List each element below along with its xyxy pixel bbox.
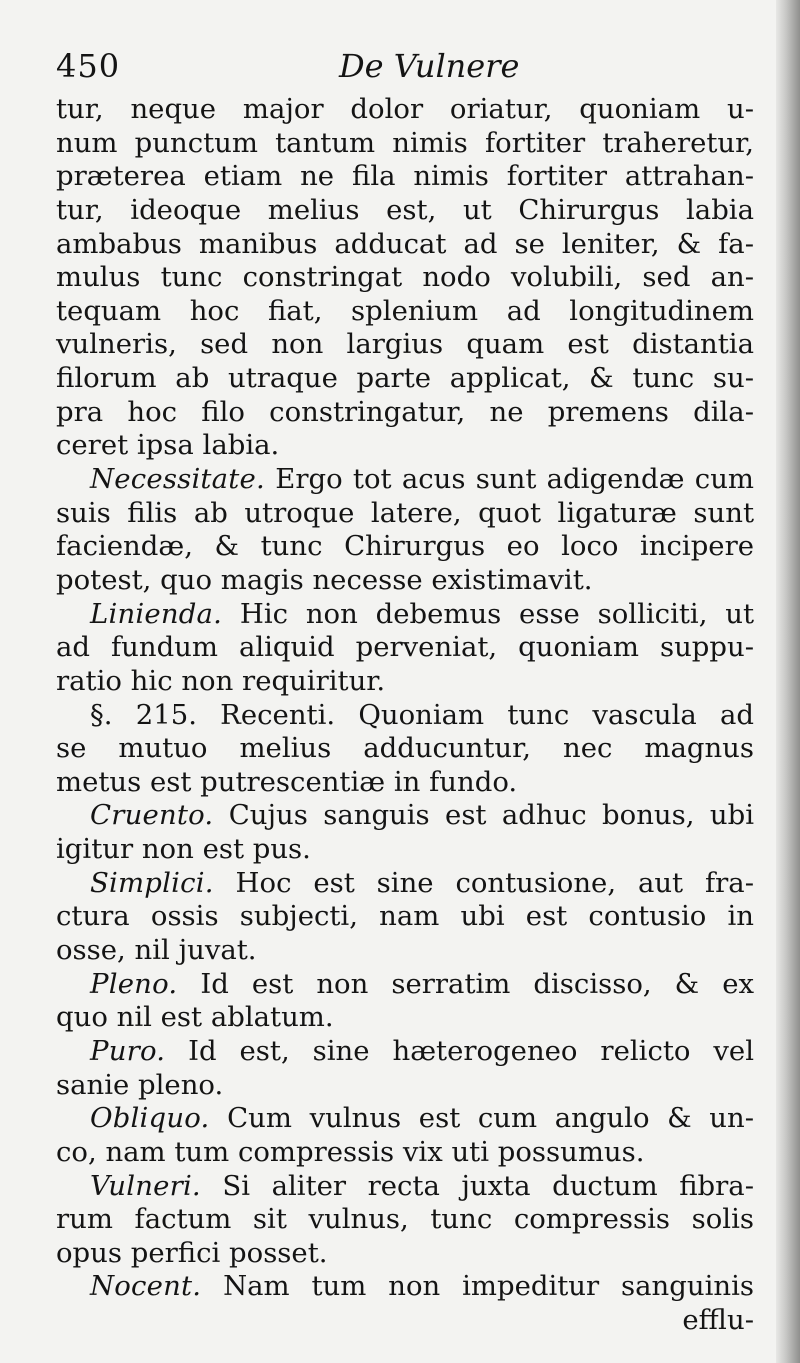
text-line bbox=[56, 261, 754, 295]
line-text: Hoc est sine contusione, aut fra- bbox=[213, 866, 754, 899]
line-text: ad fundum aliquid perveniat, quoniam suppu- bbox=[56, 631, 754, 664]
line-text: præterea etiam ne fila nimis fortiter attrahan- bbox=[56, 160, 754, 193]
line-text: Hic non debemus esse solliciti, ut bbox=[222, 597, 754, 630]
text-line bbox=[56, 766, 754, 800]
text-line bbox=[56, 631, 754, 665]
text-line bbox=[56, 732, 754, 766]
text-line bbox=[56, 1237, 754, 1271]
text-line bbox=[56, 194, 754, 228]
text-line bbox=[56, 295, 754, 329]
binding-gutter-shadow bbox=[776, 0, 800, 1363]
running-head: De Vulnere bbox=[339, 47, 520, 85]
line-text: tur, neque major dolor oriatur, quoniam u- bbox=[56, 93, 754, 125]
line-text: mulus tunc constringat nodo volubili, sed an- bbox=[56, 261, 754, 294]
line-text: ambabus manibus adducat ad se leniter, & fa- bbox=[56, 227, 754, 260]
page-number: 450 bbox=[56, 47, 121, 85]
text-line bbox=[56, 833, 754, 867]
lemma-term: Simplici. bbox=[90, 866, 214, 899]
line-text: Cujus sanguis est adhuc bonus, ubi bbox=[213, 799, 754, 832]
line-text: Cum vulnus est cum angulo & un- bbox=[209, 1102, 754, 1135]
text-line bbox=[56, 665, 754, 699]
text-line bbox=[56, 1170, 754, 1204]
line-text: rum factum sit vulnus, tunc compressis solis bbox=[56, 1203, 754, 1236]
line-text: suis filis ab utroque latere, quot ligaturæ sunt bbox=[56, 496, 754, 529]
text-line bbox=[56, 160, 754, 194]
lemma-term: Puro. bbox=[90, 1034, 166, 1067]
line-text: sanie pleno. bbox=[56, 1068, 224, 1101]
text-line bbox=[56, 328, 754, 362]
text-line bbox=[56, 867, 754, 901]
line-text: igitur non est pus. bbox=[56, 833, 311, 866]
line-text: tequam hoc fiat, splenium ad longitudinem bbox=[56, 294, 754, 327]
text-line bbox=[56, 396, 754, 430]
lemma-term: Necessitate. bbox=[90, 463, 265, 496]
line-text: potest, quo magis necesse existimavit. bbox=[56, 563, 593, 596]
lemma-term: Linienda. bbox=[90, 597, 223, 630]
line-text: quo nil est ablatum. bbox=[56, 1001, 334, 1034]
line-text: Id est, sine hæterogeneo relicto vel bbox=[165, 1034, 754, 1067]
text-line bbox=[56, 968, 754, 1002]
line-text: osse, nil juvat. bbox=[56, 934, 257, 967]
lemma-term: Vulneri. bbox=[90, 1169, 201, 1202]
line-text: se mutuo melius adducuntur, nec magnus bbox=[56, 732, 754, 765]
line-text: ctura ossis subjecti, nam ubi est contusio in bbox=[56, 900, 754, 933]
line-text: pra hoc filo constringatur, ne premens dila- bbox=[56, 395, 754, 428]
lemma-term: Pleno. bbox=[90, 967, 178, 1000]
text-line bbox=[56, 1001, 754, 1035]
line-text: §. 215. Recenti. Quoniam tunc vascula ad bbox=[90, 698, 754, 731]
line-text: Si aliter recta juxta ductum fibra- bbox=[200, 1169, 754, 1202]
text-line bbox=[56, 127, 754, 161]
line-text: num punctum tantum nimis fortiter traheretur, bbox=[56, 126, 754, 159]
body-text bbox=[56, 93, 754, 1338]
text-line bbox=[56, 564, 754, 598]
line-text: tur, ideoque melius est, ut Chirurgus labia bbox=[56, 193, 754, 226]
line-text: filorum ab utraque parte applicat, & tunc su- bbox=[56, 362, 754, 395]
text-line bbox=[56, 1035, 754, 1069]
page-header bbox=[56, 44, 756, 88]
text-line bbox=[56, 699, 754, 733]
line-text: vulneris, sed non largius quam est distantia bbox=[56, 328, 754, 361]
text-line bbox=[56, 463, 754, 497]
line-text: ratio hic non requiritur. bbox=[56, 664, 386, 697]
line-text: opus perfici posset. bbox=[56, 1236, 328, 1269]
lemma-term: Obliquo. bbox=[90, 1102, 210, 1135]
text-line bbox=[56, 934, 754, 968]
line-text: Id est non serratim discisso, & ex bbox=[177, 967, 754, 1000]
text-line bbox=[56, 900, 754, 934]
line-text: Ergo tot acus sunt adigendæ cum bbox=[264, 463, 754, 496]
text-line bbox=[56, 598, 754, 632]
text-line bbox=[56, 1136, 754, 1170]
text-line bbox=[56, 362, 754, 396]
lemma-term: Nocent. bbox=[90, 1270, 202, 1303]
text-line bbox=[56, 228, 754, 262]
lemma-term: Cruento. bbox=[90, 799, 214, 832]
line-text: co, nam tum compressis vix uti possumus. bbox=[56, 1135, 645, 1168]
line-text: ceret ipsa labia. bbox=[56, 429, 280, 462]
text-line bbox=[56, 1102, 754, 1136]
text-line bbox=[56, 1069, 754, 1103]
line-text: faciendæ, & tunc Chirurgus eo loco incipere bbox=[56, 530, 754, 563]
text-line bbox=[56, 530, 754, 564]
text-line bbox=[56, 93, 754, 127]
line-text: Nam tum non impeditur sanguinis bbox=[201, 1270, 754, 1303]
text-line bbox=[56, 429, 754, 463]
text-line bbox=[56, 799, 754, 833]
catchword: efflu- bbox=[682, 1304, 754, 1337]
text-line bbox=[56, 1270, 754, 1304]
line-text: metus est putrescentiæ in fundo. bbox=[56, 765, 518, 798]
text-line bbox=[56, 1203, 754, 1237]
text-line bbox=[56, 497, 754, 531]
